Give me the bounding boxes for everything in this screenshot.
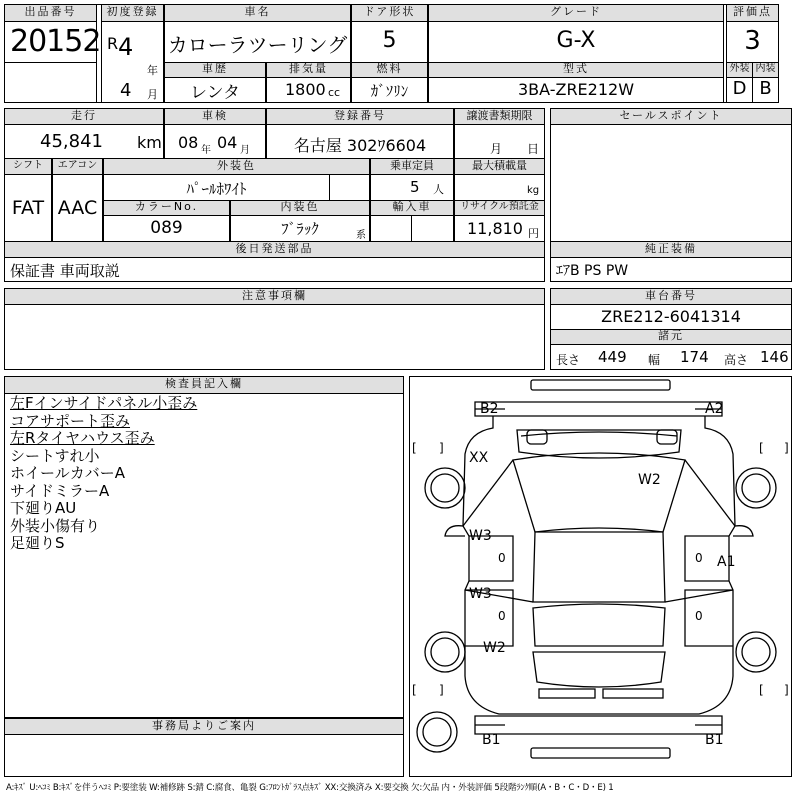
mark-xx: XX <box>469 450 489 466</box>
rear-window <box>533 604 665 646</box>
bracket-left-2-close: ] <box>439 683 444 697</box>
sales-point-label: セールスポイント <box>550 108 792 125</box>
width: 174 <box>680 348 709 366</box>
color-no: 089 <box>150 218 183 238</box>
genuine-equip-label: 純正装備 <box>550 241 792 258</box>
ac-label: エアコン <box>52 158 103 175</box>
office-cell <box>4 734 404 777</box>
interior-score: B <box>759 78 772 99</box>
bracket-right-2: [ <box>759 683 764 697</box>
right-rear-door <box>685 590 733 646</box>
displacement-label: 排気量 <box>266 62 351 78</box>
body <box>463 416 735 714</box>
mark-b2: B2 <box>480 401 499 417</box>
doors-label: ドア形状 <box>351 4 428 22</box>
front-bumper <box>475 402 722 416</box>
bracket-right-2-close: ] <box>784 683 789 697</box>
transfer-day-unit: 日 <box>527 142 540 156</box>
exterior-score: D <box>732 78 747 99</box>
note-item: 足廻りS <box>10 534 65 552</box>
transfer-label: 譲渡書類期限 <box>454 108 545 125</box>
displacement: 1800 <box>285 80 326 99</box>
car-name-label: 車名 <box>164 4 351 22</box>
mark-w2-lower: W2 <box>483 640 506 656</box>
mark-a2: A2 <box>705 401 724 417</box>
registration-label: 登録番号 <box>266 108 454 125</box>
month-unit: 月 <box>147 88 158 101</box>
shift: FAT <box>11 197 45 219</box>
month: 4 <box>120 80 132 101</box>
max-load-label: 最大積載量 <box>454 158 545 175</box>
mark-w3-upper: W3 <box>469 528 492 544</box>
fuel: ｶﾞｿﾘﾝ <box>370 82 409 100</box>
shift-label: シフト <box>4 158 52 175</box>
registration: 名古屋 302ﾜ6604 <box>293 136 427 155</box>
rear-bumper-bottom <box>531 748 670 758</box>
caution-cell <box>4 304 545 370</box>
ext-color-label: 外装色 <box>103 158 370 175</box>
int-color: ﾌﾞﾗｯｸ <box>281 220 319 238</box>
era: R <box>107 34 119 53</box>
score-label: 評価点 <box>726 4 779 22</box>
roof <box>533 532 665 602</box>
note-item: コアサポート歪み <box>10 411 131 430</box>
height-label: 高さ <box>724 353 749 367</box>
note-item: 左Rタイヤハウス歪み <box>10 429 155 447</box>
chassis-label: 車台番号 <box>550 288 792 305</box>
import-label: 輸入車 <box>370 200 454 216</box>
later-parts: 保証書 車両取説 <box>10 262 120 280</box>
later-parts-label: 後日発送部品 <box>4 241 545 258</box>
note-item: サイドミラーA <box>10 481 110 500</box>
year: 4 <box>118 33 134 61</box>
capacity-unit: 人 <box>433 183 444 196</box>
length-label: 長さ <box>556 353 581 367</box>
mark-zero-4: 0 <box>695 609 703 623</box>
mark-zero-1: 0 <box>498 551 506 565</box>
inspector-notes <box>10 395 197 553</box>
model-label: 型式 <box>428 62 724 78</box>
bracket-left-1-close: ] <box>439 441 444 455</box>
height: 146 <box>760 348 789 366</box>
exterior-score-label: 外装 <box>726 62 753 78</box>
mileage-unit: km <box>137 133 162 152</box>
first-reg-label: 初度登録 <box>101 4 164 22</box>
front-bumper-top <box>531 380 670 390</box>
sales-point-cell <box>550 124 792 242</box>
lot-no-label: 出品番号 <box>4 4 97 22</box>
note-item: シートすれ小 <box>10 446 100 465</box>
capacity: 5 <box>410 178 420 196</box>
mark-b1-left: B1 <box>482 732 501 748</box>
car-diagram <box>409 376 792 777</box>
chassis: ZRE212-6041314 <box>601 307 741 326</box>
specs-cell <box>550 344 792 370</box>
recycle-unit: 円 <box>528 227 539 240</box>
width-label: 幅 <box>648 353 661 367</box>
rear-bumper <box>475 716 722 734</box>
inspection-month-unit: 月 <box>240 145 250 156</box>
grade: G-X <box>556 28 596 53</box>
mark-w2-top: W2 <box>638 472 661 488</box>
inspection-year-unit: 年 <box>201 145 211 156</box>
int-color-unit: 系 <box>356 230 366 241</box>
car-name: カローラツーリング <box>167 33 348 57</box>
inspector-label: 検査員記入欄 <box>4 376 404 394</box>
ac: AAC <box>57 197 98 219</box>
specs-label: 諸元 <box>550 329 792 345</box>
inspection-label: 車検 <box>164 108 266 125</box>
mark-w3-lower: W3 <box>469 586 492 602</box>
bracket-right-1-close: ] <box>784 441 789 455</box>
grade-label: グレード <box>428 4 724 22</box>
legend: A:ｷｽﾞ U:ﾍｺﾐ B:ｷｽﾞを伴うﾍｺﾐ P:要塗装 W:補修跡 S:錆 C:腐食、亀裂 G:ﾌﾛﾝﾄｶﾞﾗｽ点ｷｽﾞ XX:交換済み X:要交換 欠:欠品 内・外装評価 5段階ﾗﾝｸ順(A・B・C・D・E) 1 <box>6 783 614 793</box>
windshield <box>513 453 685 532</box>
ext-color: ﾊﾟｰﾙﾎﾜｲﾄ <box>186 180 247 198</box>
history-label: 車歴 <box>164 62 266 78</box>
bracket-left-2: [ <box>412 683 417 697</box>
ext-color-extra-cell <box>329 174 370 201</box>
mileage: 45,841 <box>40 131 103 152</box>
bracket-left-1: [ <box>412 441 417 455</box>
note-item: 左Fインサイドパネル小歪み <box>10 394 198 412</box>
transfer-month-unit: 月 <box>490 142 503 156</box>
history: レンタ <box>190 83 240 103</box>
office-label: 事務局よりご案内 <box>4 718 404 735</box>
fuel-label: 燃料 <box>351 62 428 78</box>
year-unit: 年 <box>147 64 158 77</box>
note-item: 外装小傷有り <box>10 516 101 535</box>
color-no-label: カラーNo. <box>103 200 230 216</box>
import-cell-b <box>411 215 454 242</box>
score: 3 <box>744 26 761 56</box>
displacement-unit: cc <box>328 86 341 99</box>
recycle-label: リサイクル預託金 <box>454 200 545 216</box>
mark-b1-right: B1 <box>705 732 724 748</box>
import-cell-a <box>370 215 412 242</box>
inspection-month: 04 <box>217 133 238 152</box>
mark-a1: A1 <box>717 554 736 570</box>
lot-no: 20152 <box>10 24 101 59</box>
length: 449 <box>598 348 627 366</box>
inspection-year: 08 <box>178 133 199 152</box>
doors: 5 <box>382 28 397 53</box>
note-item: ホイールカバーA <box>10 464 125 482</box>
caution-label: 注意事項欄 <box>4 288 545 305</box>
trunk <box>533 652 665 687</box>
lot-no-empty <box>4 62 97 103</box>
capacity-label: 乗車定員 <box>370 158 454 175</box>
note-item: 下廻りAU <box>10 499 77 517</box>
interior-score-label: 内装 <box>752 62 779 78</box>
mark-zero-3: 0 <box>695 551 703 565</box>
model: 3BA-ZRE212W <box>517 80 635 99</box>
bracket-right-1: [ <box>759 441 764 455</box>
max-load-unit: kg <box>527 185 540 196</box>
mark-zero-2: 0 <box>498 609 506 623</box>
int-color-label: 内装色 <box>230 200 370 216</box>
recycle: 11,810 <box>467 219 523 238</box>
mileage-label: 走行 <box>4 108 164 125</box>
genuine-equip: ｴｱB PS PW <box>556 263 629 279</box>
